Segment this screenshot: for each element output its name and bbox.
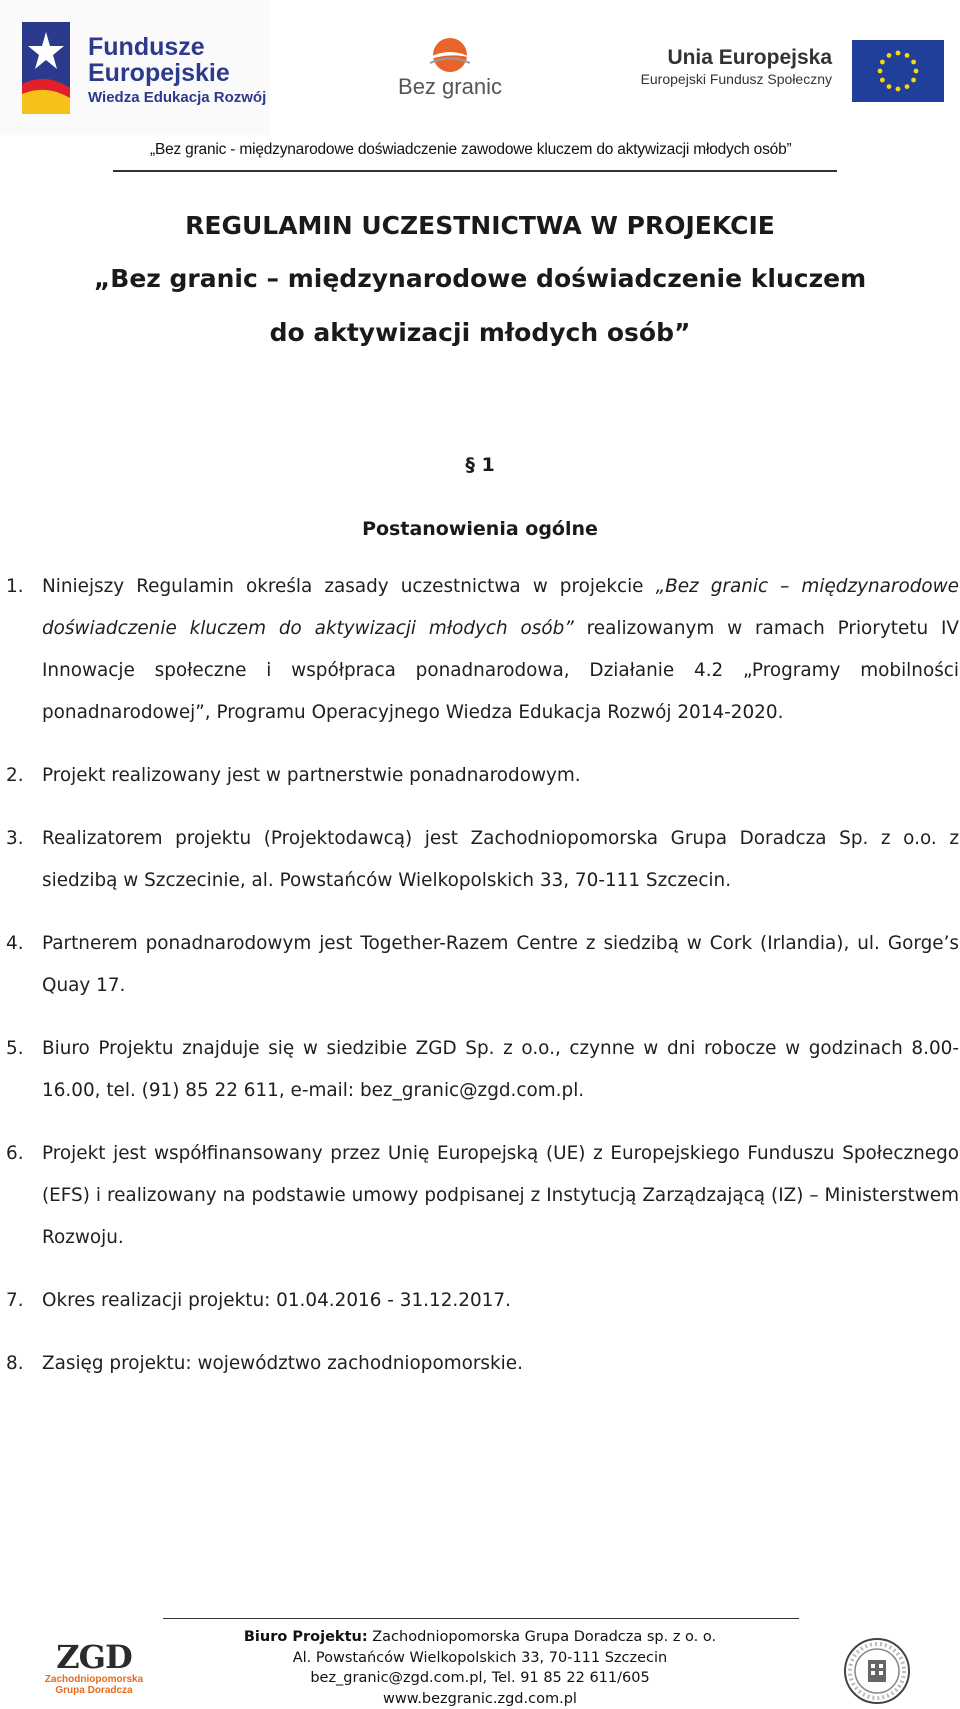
footer-contact [200, 1627, 760, 1709]
together-razem-seal-icon [842, 1636, 912, 1706]
item-number: 3. [6, 818, 24, 860]
item-text: Niniejszy Regulamin określa zasady uczestnictwa w projekcie [42, 576, 656, 597]
list-item [0, 1343, 959, 1385]
zgd-logo-line1: Zachodniopomorska [44, 1674, 144, 1685]
item-number: 2. [6, 755, 24, 797]
header-divider [113, 170, 837, 172]
item-text: Biuro Projektu znajduje się w siedzibie ZGD Sp. z o.o., czynne w dni robocze w godzinach 8.00-16.00, tel. (91) 85 22 611, e-mail: bez_granic@zgd.com.pl. [42, 1038, 959, 1101]
item-text: Partnerem ponadnarodowym jest Together-Razem Centre z siedzibą w Cork (Irlandia), ul. Gorge’s Quay 17. [42, 933, 959, 996]
fundusze-europejskie-logo [0, 0, 270, 135]
item-text: Realizatorem projektu (Projektodawcą) jest Zachodniopomorska Grupa Doradcza Sp. z o.o. z siedzibą w Szczecinie, al. Powstańców Wielkopolskich 33, 70-111 Szczecin. [42, 828, 959, 891]
project-header-note: „Bez granic - międzynarodowe doświadczenie zawodowe kluczem do aktywizacji młodych osób” [150, 141, 791, 159]
fe-logo-line1: Fundusze [88, 34, 266, 60]
item-number: 6. [6, 1133, 24, 1175]
footer-divider [163, 1618, 799, 1619]
zgd-logo [44, 1640, 144, 1706]
provisions-list [0, 566, 960, 1406]
document-title-line1: REGULAMIN UCZESTNICTWA W PROJEKCIE [0, 211, 960, 240]
footer-company: Zachodniopomorska Grupa Doradcza sp. z o. o. [368, 1629, 717, 1645]
item-number: 8. [6, 1343, 24, 1385]
list-item [0, 1280, 959, 1322]
document-title-line2: „Bez granic – międzynarodowe doświadczenie kluczem [0, 264, 960, 293]
item-number: 1. [6, 566, 24, 608]
list-item [0, 1028, 959, 1112]
item-text-continued: realizowanym w ramach Priorytetu IV Innowacje społeczne i współpraca ponadnarodowa, Działanie 4.2 „Programy mobilności ponadnarodowej”, Programu Operacyjnego Wiedza Edukacja Rozwój 2014-2020. [42, 618, 959, 723]
list-item [0, 1133, 959, 1259]
list-item [0, 566, 959, 734]
eu-flag-icon [852, 40, 944, 102]
ue-logo-text [636, 46, 832, 88]
list-item [0, 755, 959, 797]
footer-label: Biuro Projektu: [244, 1629, 368, 1645]
bez-granic-logo-text: Bez granic [390, 76, 510, 98]
item-number: 4. [6, 923, 24, 965]
ue-logo-line2: Europejski Fundusz Społeczny [636, 70, 832, 88]
item-text: Zasięg projektu: województwo zachodniopomorskie. [42, 1353, 523, 1374]
fe-logo-line3: Wiedza Edukacja Rozwój [88, 88, 266, 108]
item-text: Projekt jest współfinansowany przez Unię Europejską (UE) z Europejskiego Funduszu Społecznego (EFS) i realizowany na podstawie umowy podpisanej z Instytucją Zarządzającą (IZ) – Ministerstwem Rozwoju. [42, 1143, 959, 1248]
item-text: Projekt realizowany jest w partnerstwie ponadnarodowym. [42, 765, 581, 786]
list-item [0, 818, 959, 902]
footer-email-phone[interactable]: bez_granic@zgd.com.pl, Tel. 91 85 22 611/605 [200, 1668, 760, 1689]
footer-line1 [200, 1627, 760, 1648]
unia-europejska-logo [636, 38, 948, 102]
item-number: 5. [6, 1028, 24, 1070]
eu-funds-flag-icon [22, 22, 70, 114]
fundusze-europejskie-text [88, 34, 266, 108]
list-item [0, 923, 959, 1007]
ue-logo-line1: Unia Europejska [636, 46, 832, 70]
item-text: Okres realizacji projektu: 01.04.2016 - 31.12.2017. [42, 1290, 511, 1311]
footer-address: Al. Powstańców Wielkopolskich 33, 70-111 Szczecin [200, 1648, 760, 1669]
paragraph-number: § 1 [0, 454, 960, 476]
footer-website[interactable]: www.bezgranic.zgd.com.pl [200, 1689, 760, 1709]
zgd-logo-mark: ZGD [44, 1640, 144, 1674]
section-heading: Postanowienia ogólne [0, 518, 960, 540]
item-number: 7. [6, 1280, 24, 1322]
sun-wave-icon [424, 36, 476, 74]
document-title-line3: do aktywizacji młodych osób” [0, 318, 960, 347]
item-project-name: „Bez granic – międzynarodowe doświadczenie kluczem do aktywizacji młodych osób” [42, 576, 959, 639]
fe-logo-line2: Europejskie [88, 60, 266, 86]
zgd-logo-line2: Grupa Doradcza [44, 1685, 144, 1696]
bez-granic-logo [390, 36, 510, 106]
